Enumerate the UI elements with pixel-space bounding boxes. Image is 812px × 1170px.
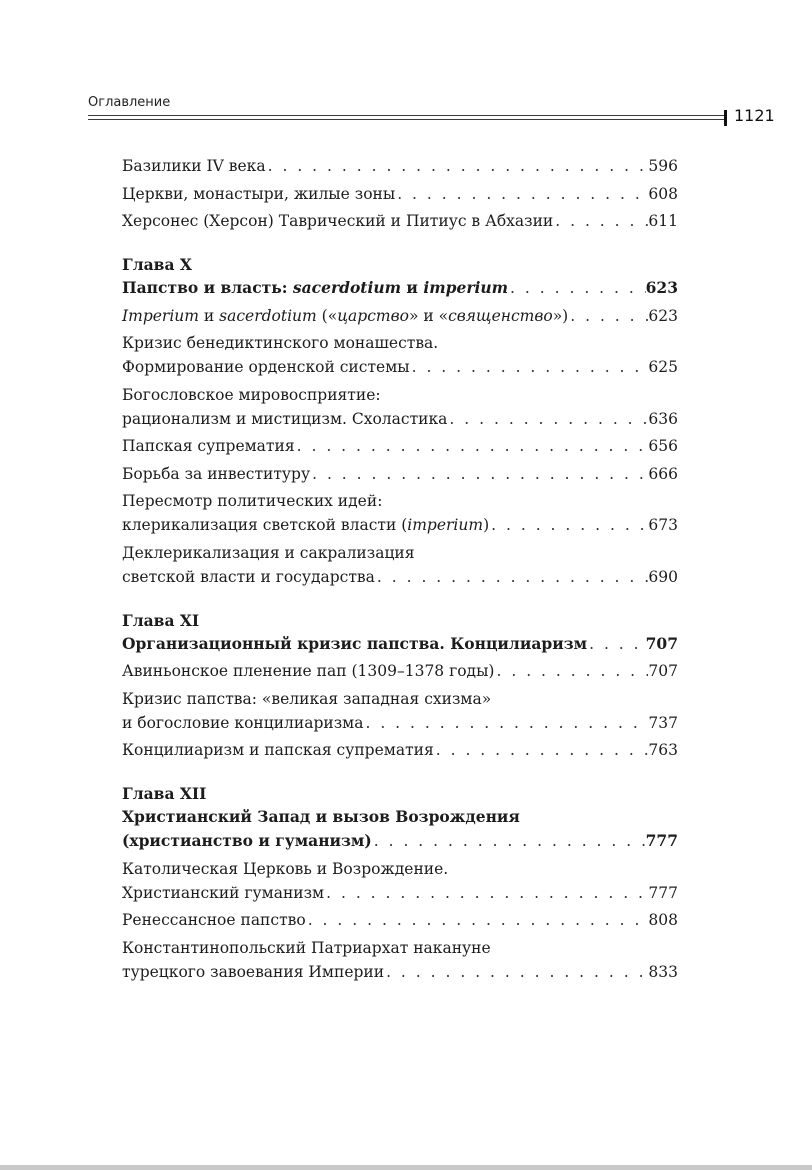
entry-page-number: 673 <box>648 516 678 534</box>
entry-title-line: Богословское мировосприятие: <box>122 385 381 404</box>
dot-leader <box>266 154 649 178</box>
entry-page-number: 611 <box>648 212 678 230</box>
toc-entry <box>122 738 678 762</box>
dot-leader <box>395 182 648 206</box>
toc-entry <box>122 154 678 178</box>
entry-title: Формирование орденской системы <box>122 358 410 376</box>
entry-page-number: 596 <box>648 157 678 175</box>
entry-title: Авиньонское пленение пап (1309–1378 годы) <box>122 662 495 680</box>
toc-entry <box>122 383 678 431</box>
entry-title-line: Кризис папства: «великая западная схизма» <box>122 689 492 708</box>
chapter-heading: Глава X <box>122 255 192 274</box>
toc-section <box>122 782 678 984</box>
entry-title: Ренессансное папство <box>122 911 306 929</box>
dot-leader <box>489 513 648 537</box>
dot-leader <box>306 908 649 932</box>
entry-title: рационализм и мистицизм. Схоластика <box>122 409 448 428</box>
entry-page-number: 808 <box>648 911 678 929</box>
chapter-title-entry <box>122 805 678 853</box>
entry-title-line: Кризис бенедиктинского монашества. <box>122 334 439 352</box>
dot-leader <box>568 304 648 328</box>
chapter-heading: Глава XII <box>122 784 207 803</box>
dot-leader <box>447 407 648 431</box>
toc-entry <box>122 687 678 735</box>
dot-leader <box>310 462 648 486</box>
entry-title: Борьба за инвеституру <box>122 464 311 483</box>
toc-entry <box>122 659 678 683</box>
dot-leader <box>508 276 646 300</box>
entry-page-number: 636 <box>648 409 678 428</box>
toc-section <box>122 154 678 233</box>
entry-title-line: Пересмотр политических идей: <box>122 492 383 510</box>
dot-leader <box>375 565 649 589</box>
dot-leader <box>363 711 648 735</box>
entry-page-number: 777 <box>645 831 678 850</box>
entry-title: Херсонес (Херсон) Таврический и Питиус в Абхазии <box>122 212 554 230</box>
entry-page-number: 608 <box>648 184 678 203</box>
toc-entry <box>122 936 678 984</box>
toc-entry <box>122 304 678 328</box>
dot-leader <box>295 434 649 458</box>
dot-leader <box>372 829 646 853</box>
entry-title: Организационный кризис папства. Концилиаризм <box>122 633 588 653</box>
toc-entry <box>122 857 678 905</box>
toc-entry <box>122 331 678 379</box>
toc-section <box>122 609 678 763</box>
entry-title: Христианский гуманизм <box>122 883 325 902</box>
dot-leader <box>494 659 648 683</box>
toc-entry <box>122 489 678 537</box>
table-of-contents <box>122 154 678 987</box>
entry-title: Концилиаризм и папская супрематия <box>122 741 434 759</box>
entry-page-number: 763 <box>648 741 678 759</box>
toc-entry <box>122 182 678 206</box>
entry-title: Папская супрематия <box>122 437 295 455</box>
entry-title: турецкого завоевания Империи <box>122 962 385 981</box>
entry-title: клерикализация светской власти (imperium) <box>122 516 490 534</box>
toc-entry <box>122 462 678 486</box>
dot-leader <box>553 209 648 233</box>
entry-page-number: 707 <box>648 662 678 680</box>
entry-title-line: Христианский Запад и вызов Возрождения <box>122 807 520 826</box>
entry-page-number: 623 <box>648 306 678 325</box>
entry-title-line: Константинопольский Патриархат накануне <box>122 938 491 957</box>
dot-leader <box>324 881 648 905</box>
toc-entry <box>122 434 678 458</box>
entry-title-line: Деклерикализация и сакрализация <box>122 543 415 562</box>
entry-title: Imperium и sacerdotium («царство» и «священство») <box>122 306 569 325</box>
toc-entry <box>122 209 678 233</box>
page-number: 1121 <box>734 106 775 125</box>
toc-section <box>122 253 678 589</box>
entry-page-number: 623 <box>645 278 678 297</box>
entry-title: (христианство и гуманизм) <box>122 831 372 850</box>
entry-page-number: 625 <box>648 358 678 376</box>
entry-title: светской власти и государства <box>122 567 375 586</box>
running-header-title: Оглавление <box>88 95 171 110</box>
chapter-heading: Глава XI <box>122 610 200 630</box>
entry-title-line: Католическая Церковь и Возрождение. <box>122 859 449 878</box>
page-bottom-edge <box>0 1165 812 1170</box>
header-rule-bottom <box>88 119 726 120</box>
page-number-marker <box>724 110 727 126</box>
dot-leader <box>587 632 646 656</box>
header-rule-top <box>88 115 726 116</box>
entry-title: Папство и власть: sacerdotium и imperium <box>122 278 509 297</box>
entry-page-number: 833 <box>648 962 678 981</box>
dot-leader <box>434 738 649 762</box>
chapter-title-entry <box>122 632 678 656</box>
entry-page-number: 707 <box>645 633 678 653</box>
entry-page-number: 666 <box>648 464 678 483</box>
dot-leader <box>410 355 649 379</box>
entry-page-number: 737 <box>648 713 678 732</box>
entry-page-number: 656 <box>648 437 678 455</box>
entry-title: и богословие концилиаризма <box>122 713 364 732</box>
toc-entry <box>122 541 678 589</box>
entry-page-number: 690 <box>648 567 678 586</box>
entry-title: Базилики IV века <box>122 157 266 175</box>
dot-leader <box>384 960 648 984</box>
toc-entry <box>122 908 678 932</box>
entry-page-number: 777 <box>648 883 678 902</box>
chapter-title-entry <box>122 276 678 300</box>
entry-title: Церкви, монастыри, жилые зоны <box>122 184 396 203</box>
